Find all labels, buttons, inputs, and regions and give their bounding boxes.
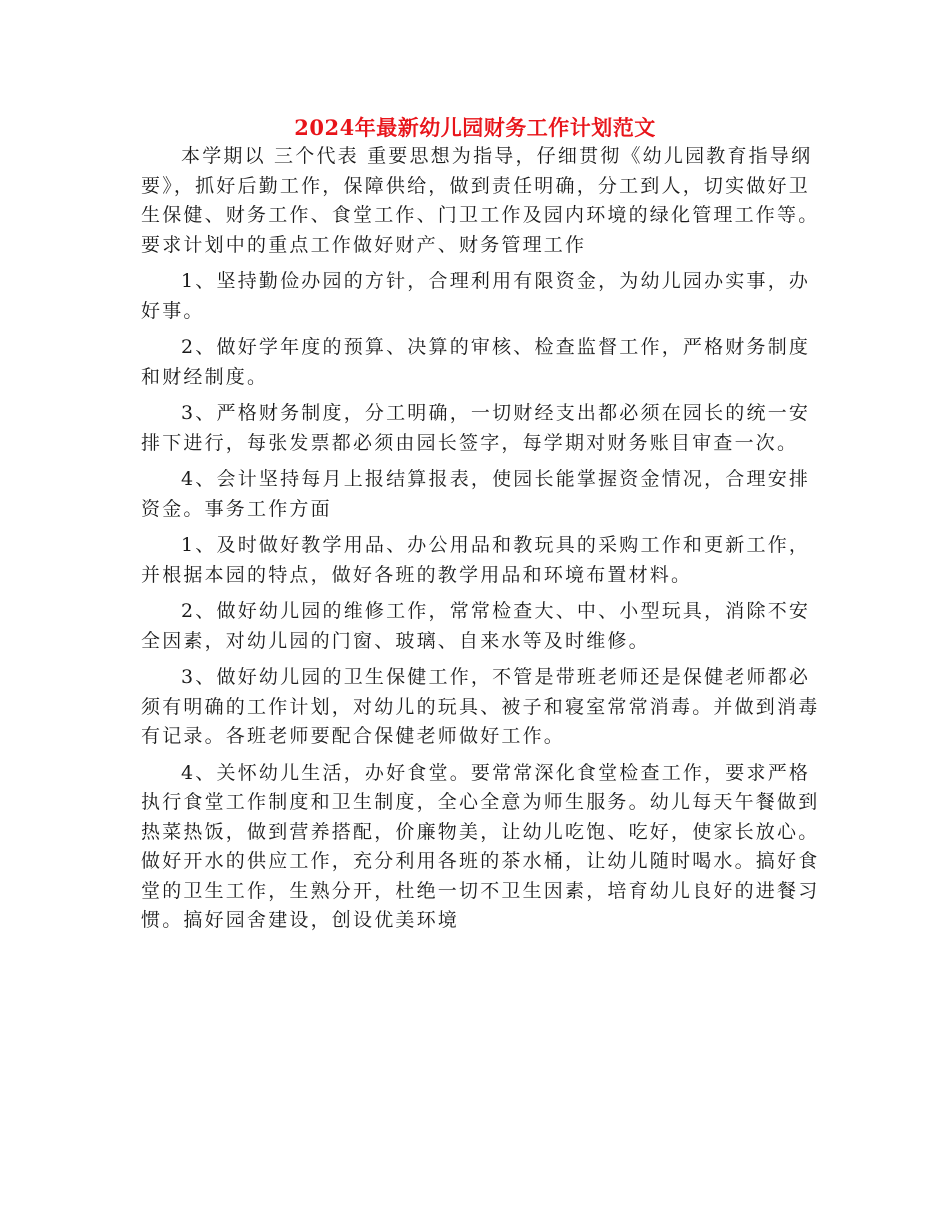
paragraph-finance-1: 1、坚持勤俭办园的方针，合理利用有限资金，为幼儿园办实事，办好事。 [141, 270, 811, 322]
paragraph-finance-2: 2、做好学年度的预算、决算的审核、检查监督工作，严格财务制度和财经制度。 [141, 336, 811, 388]
document-title: 2024年最新幼儿园财务工作计划范文 [294, 115, 656, 140]
paragraph-affairs-4: 4、关怀幼儿生活，办好食堂。要常常深化食堂检查工作，要求严格执行食堂工作制度和卫生制度，全心全意为师生服务。幼儿每天午餐做到热菜热饭，做到营养搭配，价廉物美，让幼儿吃饱、吃好，使家长放心。做好开水的供应工作，充分利用各班的茶水桶，让幼儿随时喝水。搞好食堂的卫生工作，生熟分开，杜绝一切不卫生因素，培育幼儿良好的进餐习惯。搞好园舍建设，创设优美环境 [141, 761, 820, 931]
paragraph-finance-4: 4、会计坚持每月上报结算报表，使园长能掌握资金情况，合理安排资金。事务工作方面 [141, 468, 811, 520]
paragraph-intro: 本学期以 三个代表 重要思想为指导，仔细贯彻《幼儿园教育指导纲要》，抓好后勤工作，保障供给，做到责任明确，分工到人，切实做好卫生保健、财务工作、食堂工作、门卫工作及园内环境的绿化管理工作等。要求计划中的重点工作做好财产、财务管理工作 [141, 145, 820, 256]
paragraph-affairs-2: 2、做好幼儿园的维修工作，常常检查大、中、小型玩具，消除不安全因素，对幼儿园的门窗、玻璃、自来水等及时维修。 [141, 600, 811, 652]
document-body [141, 142, 821, 943]
paragraph-affairs-3: 3、做好幼儿园的卫生保健工作，不管是带班老师还是保健老师都必须有明确的工作计划，对幼儿的玩具、被子和寝室常常消毒。并做到消毒有记录。各班老师要配合保健老师做好工作。 [141, 666, 820, 747]
paragraph-finance-3: 3、严格财务制度，分工明确，一切财经支出都必须在园长的统一安排下进行，每张发票都必须由园长签字，每学期对财务账目审查一次。 [141, 402, 811, 454]
paragraph-affairs-1: 1、及时做好教学用品、办公用品和教玩具的采购工作和更新工作，并根据本园的特点，做好各班的教学用品和环境布置材料。 [141, 534, 811, 586]
